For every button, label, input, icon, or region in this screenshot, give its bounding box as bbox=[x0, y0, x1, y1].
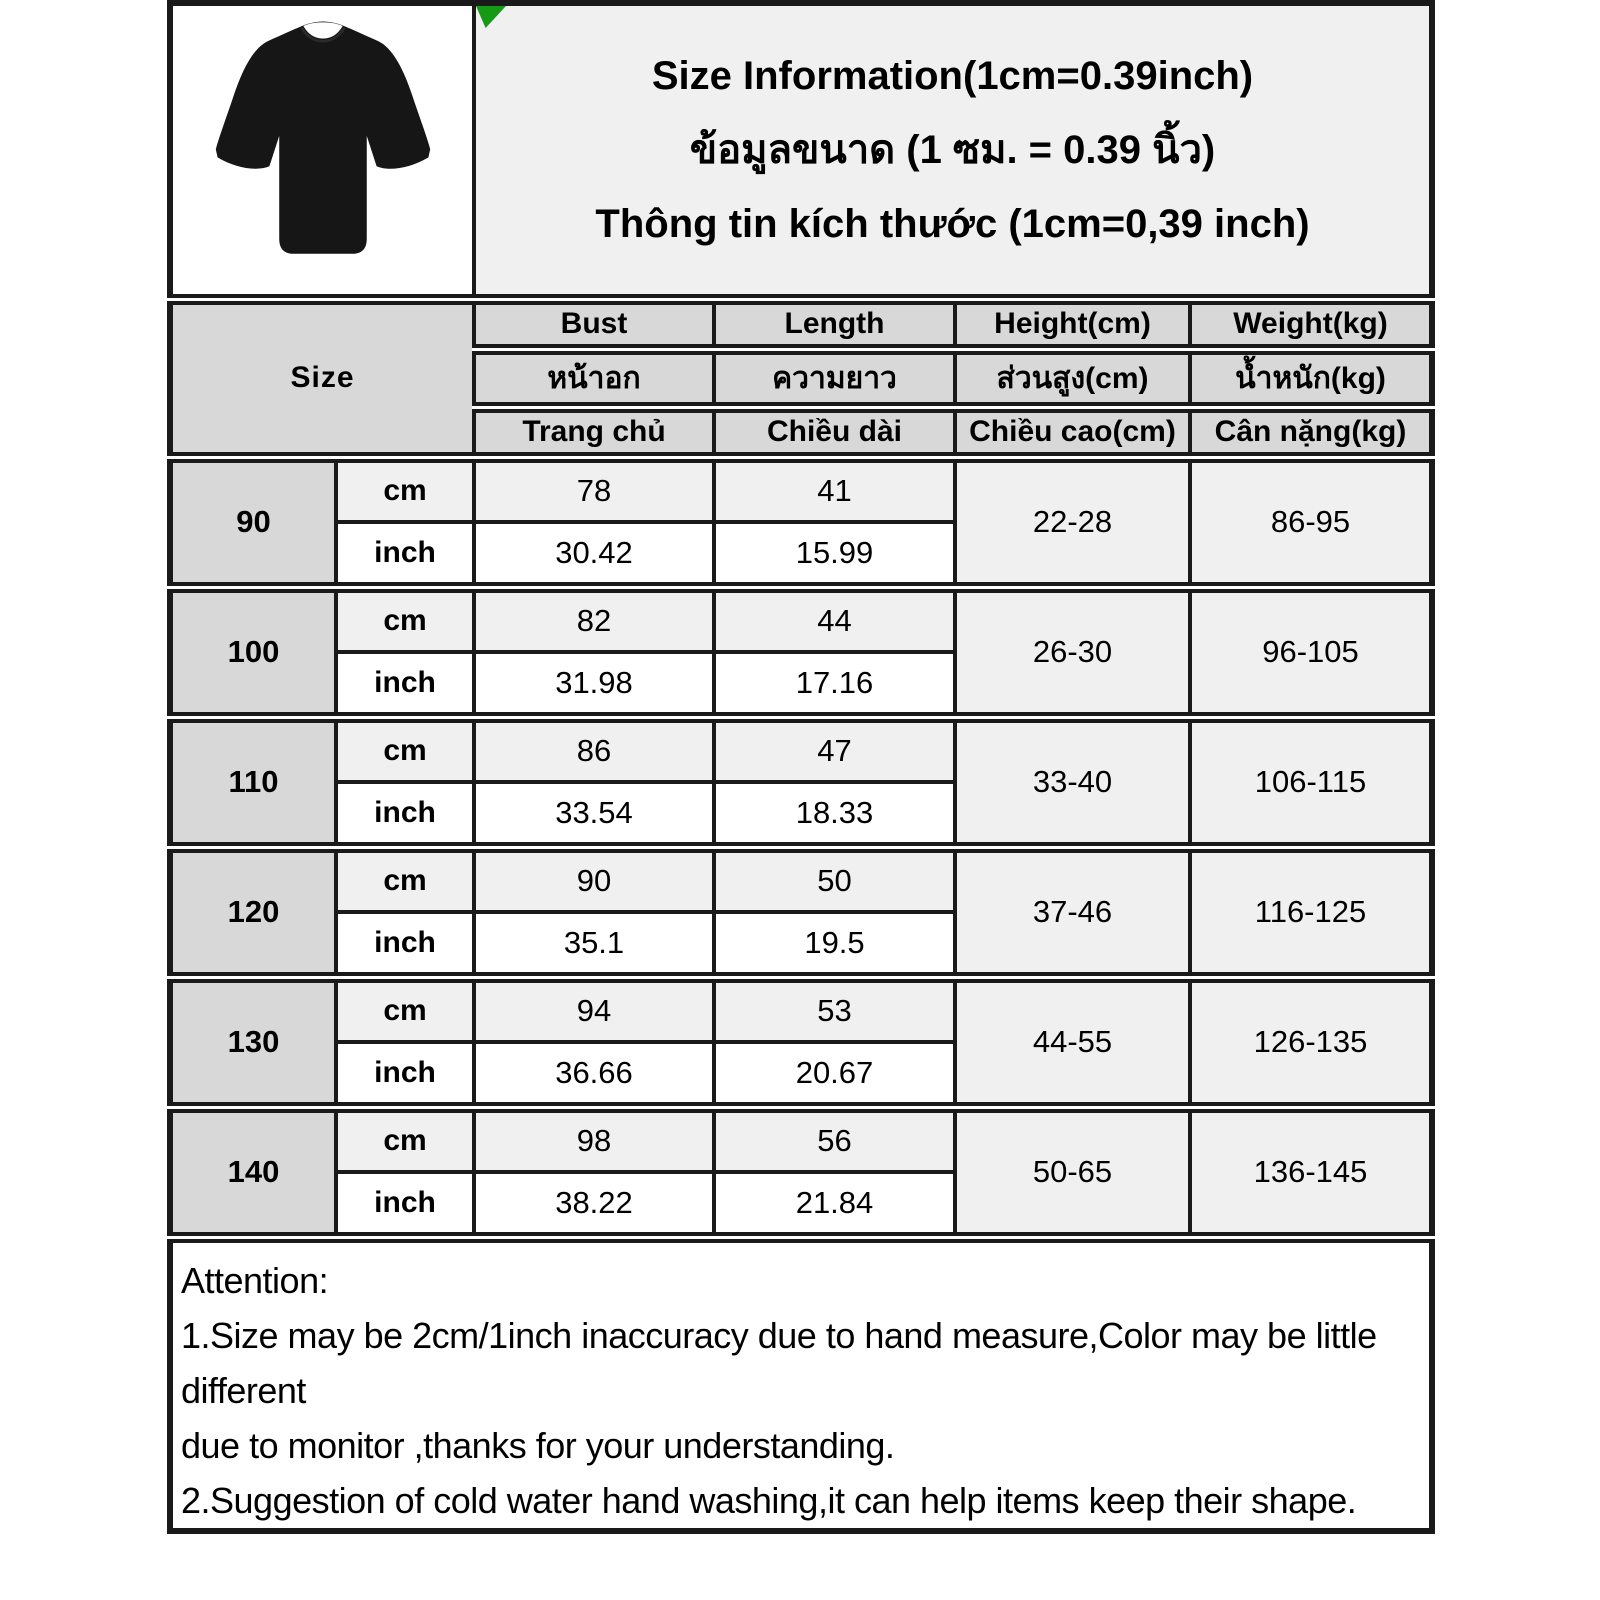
col-header-bust-th: หน้าอก bbox=[474, 349, 714, 407]
unit-label-inch: inch bbox=[336, 912, 474, 977]
bust-inch: 30.42 bbox=[474, 522, 714, 587]
size-value: 100 bbox=[170, 587, 336, 717]
bust-cm: 82 bbox=[474, 587, 714, 652]
length-cm: 53 bbox=[714, 977, 955, 1042]
table-row-size-90-cm bbox=[170, 457, 1432, 522]
bust-cm: 98 bbox=[474, 1107, 714, 1172]
attention-note bbox=[170, 1237, 1432, 1531]
title-line-en: Size Information(1cm=0.39inch) bbox=[651, 53, 1254, 98]
length-cm: 56 bbox=[714, 1107, 955, 1172]
length-inch: 19.5 bbox=[714, 912, 955, 977]
header-row-en bbox=[170, 299, 1432, 349]
unit-label-inch: inch bbox=[336, 652, 474, 717]
size-value: 140 bbox=[170, 1107, 336, 1237]
height-range: 44-55 bbox=[955, 977, 1190, 1107]
weight-range: 136-145 bbox=[1190, 1107, 1432, 1237]
unit-label-cm: cm bbox=[336, 717, 474, 782]
size-value: 90 bbox=[170, 457, 336, 587]
size-column-header: Size bbox=[170, 299, 474, 457]
length-inch: 20.67 bbox=[714, 1042, 955, 1107]
unit-label-inch: inch bbox=[336, 1042, 474, 1107]
length-inch: 21.84 bbox=[714, 1172, 955, 1237]
bust-cm: 94 bbox=[474, 977, 714, 1042]
height-range: 22-28 bbox=[955, 457, 1190, 587]
attention-line-2: due to monitor ,thanks for your understanding. bbox=[181, 1424, 895, 1466]
height-range: 50-65 bbox=[955, 1107, 1190, 1237]
length-inch: 17.16 bbox=[714, 652, 955, 717]
title-row bbox=[170, 3, 1432, 299]
unit-label-cm: cm bbox=[336, 977, 474, 1042]
tshirt-icon bbox=[189, 6, 457, 288]
length-cm: 47 bbox=[714, 717, 955, 782]
bust-cm: 78 bbox=[474, 457, 714, 522]
col-header-length-vi: Chiều dài bbox=[714, 407, 955, 457]
weight-range: 126-135 bbox=[1190, 977, 1432, 1107]
col-header-length-th: ความยาว bbox=[714, 349, 955, 407]
col-header-weight-en: Weight(kg) bbox=[1190, 299, 1432, 349]
table-row-size-120-cm bbox=[170, 847, 1432, 912]
unit-label-cm: cm bbox=[336, 587, 474, 652]
title-line-th: ข้อมูลขนาด (1 ซม. = 0.39 นิ้ว) bbox=[689, 127, 1216, 172]
bust-inch: 35.1 bbox=[474, 912, 714, 977]
weight-range: 96-105 bbox=[1190, 587, 1432, 717]
unit-label-inch: inch bbox=[336, 522, 474, 587]
attention-line-1: 1.Size may be 2cm/1inch inaccuracy due to hand measure,Color may be little different bbox=[181, 1314, 1377, 1411]
title-line-vi: Thông tin kích thước (1cm=0,39 inch) bbox=[595, 201, 1310, 246]
size-value: 110 bbox=[170, 717, 336, 847]
length-cm: 50 bbox=[714, 847, 955, 912]
attention-row bbox=[170, 1237, 1432, 1531]
bust-inch: 36.66 bbox=[474, 1042, 714, 1107]
col-header-height-en: Height(cm) bbox=[955, 299, 1190, 349]
unit-label-cm: cm bbox=[336, 847, 474, 912]
table-row-size-140-cm bbox=[170, 1107, 1432, 1172]
unit-label-inch: inch bbox=[336, 1172, 474, 1237]
unit-label-inch: inch bbox=[336, 782, 474, 847]
col-header-height-th: ส่วนสูง(cm) bbox=[955, 349, 1190, 407]
table-row-size-110-cm bbox=[170, 717, 1432, 782]
length-inch: 15.99 bbox=[714, 522, 955, 587]
height-range: 26-30 bbox=[955, 587, 1190, 717]
bust-inch: 31.98 bbox=[474, 652, 714, 717]
attention-line-3: 2.Suggestion of cold water hand washing,it can help items keep their shape. bbox=[181, 1479, 1357, 1521]
bust-inch: 33.54 bbox=[474, 782, 714, 847]
cell-note-marker-icon bbox=[476, 6, 506, 28]
height-range: 33-40 bbox=[955, 717, 1190, 847]
attention-title: Attention: bbox=[181, 1259, 329, 1301]
unit-label-cm: cm bbox=[336, 457, 474, 522]
height-range: 37-46 bbox=[955, 847, 1190, 977]
col-header-weight-vi: Cân nặng(kg) bbox=[1190, 407, 1432, 457]
bust-cm: 86 bbox=[474, 717, 714, 782]
size-information-title-cell bbox=[474, 3, 1432, 299]
size-value: 120 bbox=[170, 847, 336, 977]
weight-range: 116-125 bbox=[1190, 847, 1432, 977]
size-chart-sheet bbox=[167, 0, 1429, 1534]
product-image-cell bbox=[170, 3, 474, 299]
col-header-bust-vi: Trang chủ bbox=[474, 407, 714, 457]
table-row-size-100-cm bbox=[170, 587, 1432, 652]
tshirt-image bbox=[189, 6, 457, 293]
length-inch: 18.33 bbox=[714, 782, 955, 847]
size-table bbox=[167, 0, 1435, 1534]
col-header-bust-en: Bust bbox=[474, 299, 714, 349]
bust-inch: 38.22 bbox=[474, 1172, 714, 1237]
size-value: 130 bbox=[170, 977, 336, 1107]
unit-label-cm: cm bbox=[336, 1107, 474, 1172]
bust-cm: 90 bbox=[474, 847, 714, 912]
weight-range: 86-95 bbox=[1190, 457, 1432, 587]
weight-range: 106-115 bbox=[1190, 717, 1432, 847]
col-header-length-en: Length bbox=[714, 299, 955, 349]
table-row-size-130-cm bbox=[170, 977, 1432, 1042]
length-cm: 41 bbox=[714, 457, 955, 522]
length-cm: 44 bbox=[714, 587, 955, 652]
col-header-height-vi: Chiều cao(cm) bbox=[955, 407, 1190, 457]
col-header-weight-th: น้ำหนัก(kg) bbox=[1190, 349, 1432, 407]
